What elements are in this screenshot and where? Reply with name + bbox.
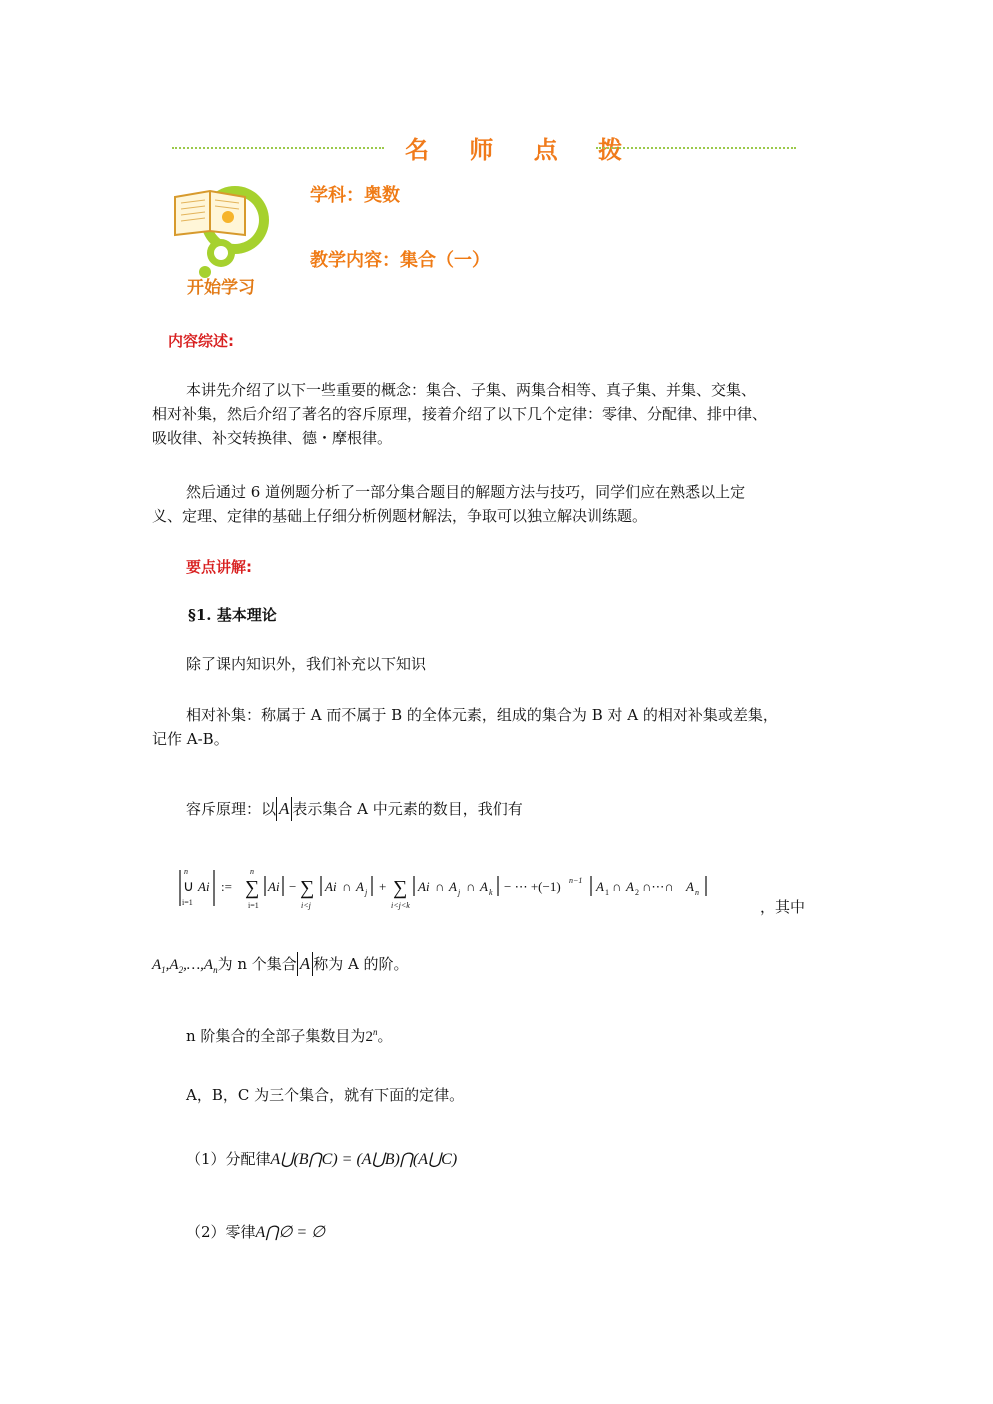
- order-suffix: 称为 A 的阶。: [313, 955, 409, 973]
- svg-text:A: A: [480, 879, 488, 894]
- sets-sequence-line: [152, 952, 409, 982]
- svg-text:i<j: i<j: [301, 901, 311, 910]
- incl-prefix: 容斥原理：以: [186, 800, 277, 818]
- banner-rule-right: [596, 147, 796, 149]
- svg-text:A: A: [356, 879, 364, 894]
- svg-text:j: j: [458, 888, 461, 897]
- svg-text:A: A: [686, 879, 694, 894]
- svg-text:∩: ∩: [612, 879, 622, 894]
- svg-text:n: n: [695, 888, 699, 897]
- overview-p1-line1: 本讲先介绍了以下一些重要的概念：集合、子集、两集合相等、真子集、并集、交集、: [186, 381, 757, 399]
- svg-text:A: A: [626, 879, 634, 894]
- svg-text:− ⋯ +(−1): − ⋯ +(−1): [504, 879, 561, 894]
- law-distributive: [186, 1147, 457, 1172]
- subject-heading: 学科：奥数: [310, 185, 400, 206]
- inclusion-exclusion-line: [186, 797, 523, 821]
- svg-text:Ai: Ai: [268, 879, 280, 894]
- svg-text:A: A: [449, 879, 457, 894]
- overview-p1-line3: 吸收律、补交转换律、德・摩根律。: [152, 429, 393, 447]
- incl-suffix: 表示集合 A 中元素的数目，我们有: [292, 800, 523, 818]
- law1-label: （1）分配律: [186, 1150, 271, 1168]
- points-heading: 要点讲解:: [186, 558, 252, 576]
- svg-text:∑: ∑: [393, 877, 408, 899]
- svg-text:i<j<k: i<j<k: [391, 901, 410, 910]
- svg-text:n: n: [184, 867, 188, 876]
- logo-caption: 开始学习: [187, 278, 255, 298]
- intro-text: 除了课内知识外，我们补充以下知识: [186, 655, 427, 673]
- svg-text:2: 2: [635, 888, 639, 897]
- svg-text:n: n: [250, 867, 254, 876]
- overview-p2-line2: 义、定理、定律的基础上仔细分析例题材解法，争取可以独立解决训练题。: [152, 507, 648, 525]
- svg-text:A: A: [596, 879, 604, 894]
- law-zero: [186, 1220, 325, 1245]
- order-A-symbol: A: [297, 952, 313, 976]
- svg-text:∪: ∪: [183, 879, 194, 895]
- svg-text:∑: ∑: [245, 877, 260, 899]
- overview-heading: 内容综述:: [168, 332, 234, 350]
- svg-text:∩: ∩: [435, 879, 445, 894]
- svg-text::=: :=: [221, 879, 232, 894]
- overview-p1-line2: 相对补集，然后介绍了著名的容斥原理，接着介绍了以下几个定律：零律、分配律、排中律、: [152, 405, 768, 423]
- overview-paragraph-2: [152, 480, 852, 528]
- svg-text:i=1: i=1: [248, 901, 259, 910]
- svg-text:+: +: [379, 879, 387, 894]
- relcomp-line2: 记作 A-B。: [152, 730, 229, 748]
- two-power-n-symbol: 2$^n$: [365, 1027, 378, 1045]
- overview-p2-line1: 然后通过 6 道例题分析了一部分集合题目的解题方法与技巧，同学们应在熟悉以上定: [186, 483, 746, 501]
- law2-label: （2）零律: [186, 1223, 256, 1241]
- svg-text:−: −: [289, 879, 297, 894]
- subsets-count-line: [186, 1020, 392, 1049]
- subsets-prefix: n 阶集合的全部子集数目为: [186, 1027, 366, 1045]
- subsets-suffix: 。: [377, 1027, 393, 1045]
- sets-sequence-symbol: $A_1,A_2,\dots,A_n$: [152, 957, 218, 975]
- svg-text:∩⋯∩: ∩⋯∩: [642, 879, 674, 894]
- distributive-formula: A⋃(B⋂C) = (A⋃B)⋂(A⋃C): [270, 1151, 458, 1168]
- svg-text:∑: ∑: [300, 877, 315, 899]
- banner-rule-left: [172, 147, 384, 149]
- svg-text:Ai: Ai: [418, 879, 430, 894]
- start-learning-logo: [165, 175, 280, 300]
- cardinality-A-symbol: A: [276, 797, 292, 821]
- svg-text:Ai: Ai: [198, 879, 210, 894]
- svg-text:Ai: Ai: [325, 879, 337, 894]
- seq-suffix: 为 n 个集合: [217, 955, 297, 973]
- banner-title: 名 师 点 拨: [405, 136, 639, 164]
- formula-graphic: [176, 864, 776, 914]
- formula-tail: ，其中: [760, 898, 806, 916]
- overview-paragraph-1: [152, 378, 852, 450]
- section-title: §1. 基本理论: [188, 606, 277, 624]
- svg-text:j: j: [365, 888, 368, 897]
- content-heading: 教学内容：集合（一）: [310, 250, 490, 271]
- laws-intro: A，B，C 为三个集合，就有下面的定律。: [186, 1086, 465, 1104]
- zero-law-formula: A⋂∅ = ∅: [255, 1224, 326, 1241]
- svg-text:k: k: [489, 888, 493, 897]
- svg-text:i=1: i=1: [182, 898, 193, 907]
- svg-text:1: 1: [605, 888, 609, 897]
- relcomp-line1: 相对补集：称属于 A 而不属于 B 的全体元素，组成的集合为 B 对 A 的相对补集或差集，: [186, 706, 778, 724]
- svg-text:n−1: n−1: [569, 876, 583, 885]
- relative-complement-definition: [152, 703, 852, 751]
- inclusion-exclusion-formula: [176, 864, 776, 914]
- svg-text:∩: ∩: [466, 879, 476, 894]
- svg-text:∩: ∩: [342, 879, 352, 894]
